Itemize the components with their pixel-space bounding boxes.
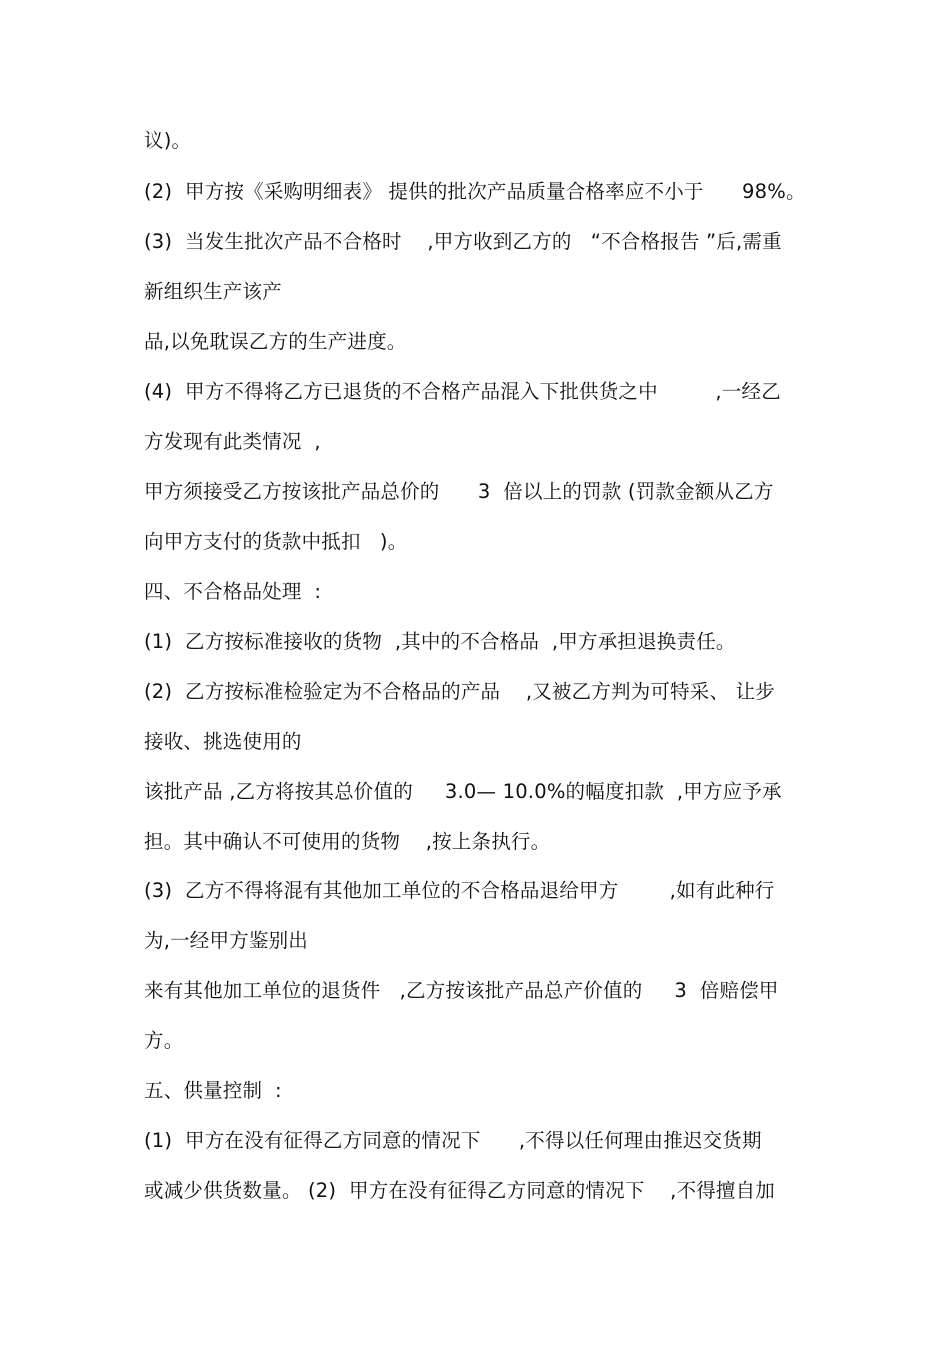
text-line: (3) 乙方不得将混有其他加工单位的不合格品退给甲方 ,如有此种行	[144, 879, 775, 902]
text-line: 或减少供货数量。 (2) 甲方在没有征得乙方同意的情况下 ,不得擅自加	[144, 1179, 776, 1202]
text-line: 来有其他加工单位的退货件 ,乙方按该批产品总产价值的 3 倍赔偿甲	[144, 979, 779, 1002]
text-line: 接收、挑选使用的	[144, 730, 302, 753]
text-line: (1) 乙方按标准接收的货物 ,其中的不合格品 ,甲方承担退换责任。	[144, 630, 736, 653]
text-line: (4) 甲方不得将乙方已退货的不合格产品混入下批供货之中 ,一经乙	[144, 380, 781, 403]
text-line: 担。其中确认不可使用的货物 ,按上条执行。	[144, 830, 551, 853]
text-line: 方发现有此类情况 ,	[144, 430, 321, 453]
text-line: 品,以免耽误乙方的生产进度。	[144, 330, 407, 353]
text-line: 议)。	[144, 129, 192, 152]
text-line: (2) 甲方按《采购明细表》 提供的批次产品质量合格率应不小于 98%。	[144, 180, 806, 203]
text-line: (3) 当发生批次产品不合格时 ,甲方收到乙方的 “不合格报告 ”后,需重	[144, 230, 782, 253]
text-line: 新组织生产该产	[144, 280, 282, 303]
section-heading: 四、不合格品处理 :	[144, 580, 322, 603]
text-line: 为,一经甲方鉴别出	[144, 929, 308, 952]
text-line: 方。	[144, 1029, 184, 1052]
section-heading: 五、供量控制 :	[144, 1079, 282, 1102]
text-line: 甲方须接受乙方按该批产品总价的 3 倍以上的罚款 (罚款金额从乙方	[144, 480, 774, 503]
text-line: (2) 乙方按标准检验定为不合格品的产品 ,又被乙方判为可特采、 让步	[144, 680, 776, 703]
text-line: 该批产品 ,乙方将按其总价值的 3.0— 10.0%的幅度扣款 ,甲方应予承	[144, 780, 782, 803]
text-line: (1) 甲方在没有征得乙方同意的情况下 ,不得以任何理由推迟交货期	[144, 1129, 762, 1152]
text-line: 向甲方支付的货款中抵扣 )。	[144, 530, 408, 553]
